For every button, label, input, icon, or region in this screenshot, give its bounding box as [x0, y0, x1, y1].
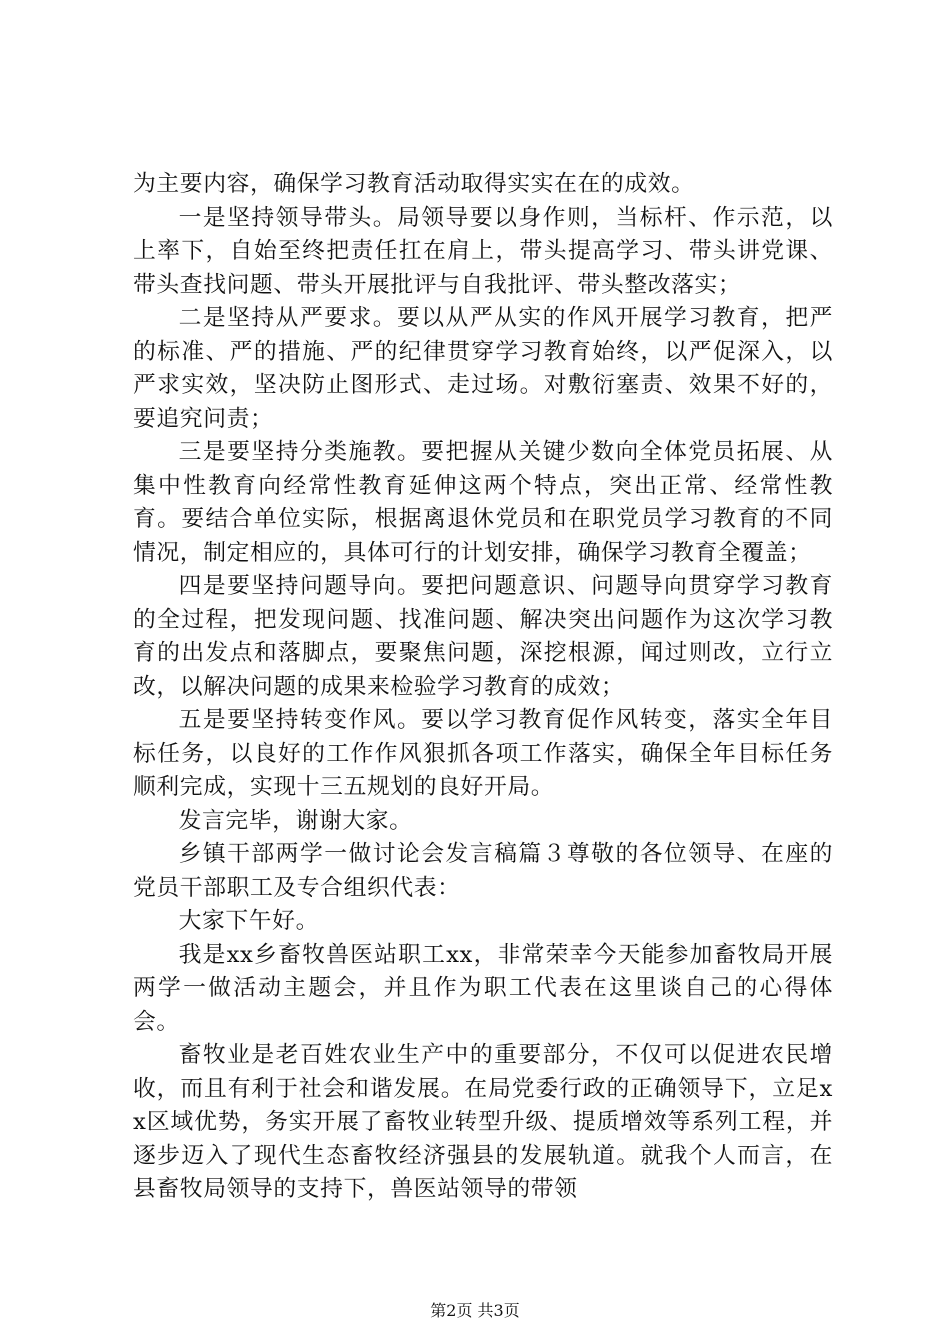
page-footer: 第2页 共3页	[430, 1301, 520, 1320]
paragraph-livestock: 畜牧业是老百姓农业生产中的重要部分，不仅可以促进农民增收，而且有利于社会和谐发展。在局党委行政的正确领导下，立足xx区域优势，务实开展了畜牧业转型升级、提质增效等系列工程，并逐步迈入了现代生态畜牧经济强县的发展轨道。就我个人而言，在县畜牧局领导的支持下，兽医站领导的带领	[133, 1042, 833, 1202]
paragraph-introduction: 我是xx乡畜牧兽医站职工xx，非常荣幸今天能参加畜牧局开展两学一做活动主题会，并且作为职工代表在这里谈自己的心得体会。	[133, 941, 833, 1035]
paragraph-point-five: 五是要坚持转变作风。要以学习教育促作风转变，落实全年目标任务，以良好的工作作风狠抓各项工作落实，确保全年目标任务顺利完成，实现十三五规划的良好开局。	[133, 707, 833, 800]
paragraph-point-three: 三是要坚持分类施教。要把握从关键少数向全体党员拓展、从集中性教育向经常性教育延伸这两个特点，突出正常、经常性教育。要结合单位实际，根据离退休党员和在职党员学习教育的不同情况，制定相应的，具体可行的计划安排，确保学习教育全覆盖；	[133, 439, 833, 566]
paragraph-continuation: 为主要内容，确保学习教育活动取得实实在在的成效。	[133, 171, 695, 197]
paragraph-point-four: 四是要坚持问题导向。要把问题意识、问题导向贯穿学习教育的全过程，把发现问题、找准问题、解决突出问题作为这次学习教育的出发点和落脚点，要聚焦问题，深挖根源，闻过则改，立行立改，以解决问题的成果来检验学习教育的成效；	[133, 573, 833, 700]
document-body	[133, 168, 833, 1207]
paragraph-point-two: 二是坚持从严要求。要以从严从实的作风开展学习教育，把严的标准、严的措施、严的纪律贯穿学习教育始终，以严促深入，以严求实效，坚决防止图形式、走过场。对敷衍塞责、效果不好的，要追究问责；	[133, 305, 833, 432]
paragraph-greeting: 大家下午好。	[178, 908, 319, 934]
paragraph-closing: 发言完毕，谢谢大家。	[178, 807, 413, 834]
paragraph-speech-title: 乡镇干部两学一做讨论会发言稿篇３尊敬的各位领导、在座的党员干部职工及专合组织代表：	[133, 841, 833, 901]
paragraph-point-one: 一是坚持领导带头。局领导要以身作则，当标杆、作示范，以上率下，自始至终把责任扛在肩上，带头提高学习、带头讲党课、带头查找问题、带头开展批评与自我批评、带头整改落实；	[133, 204, 833, 298]
